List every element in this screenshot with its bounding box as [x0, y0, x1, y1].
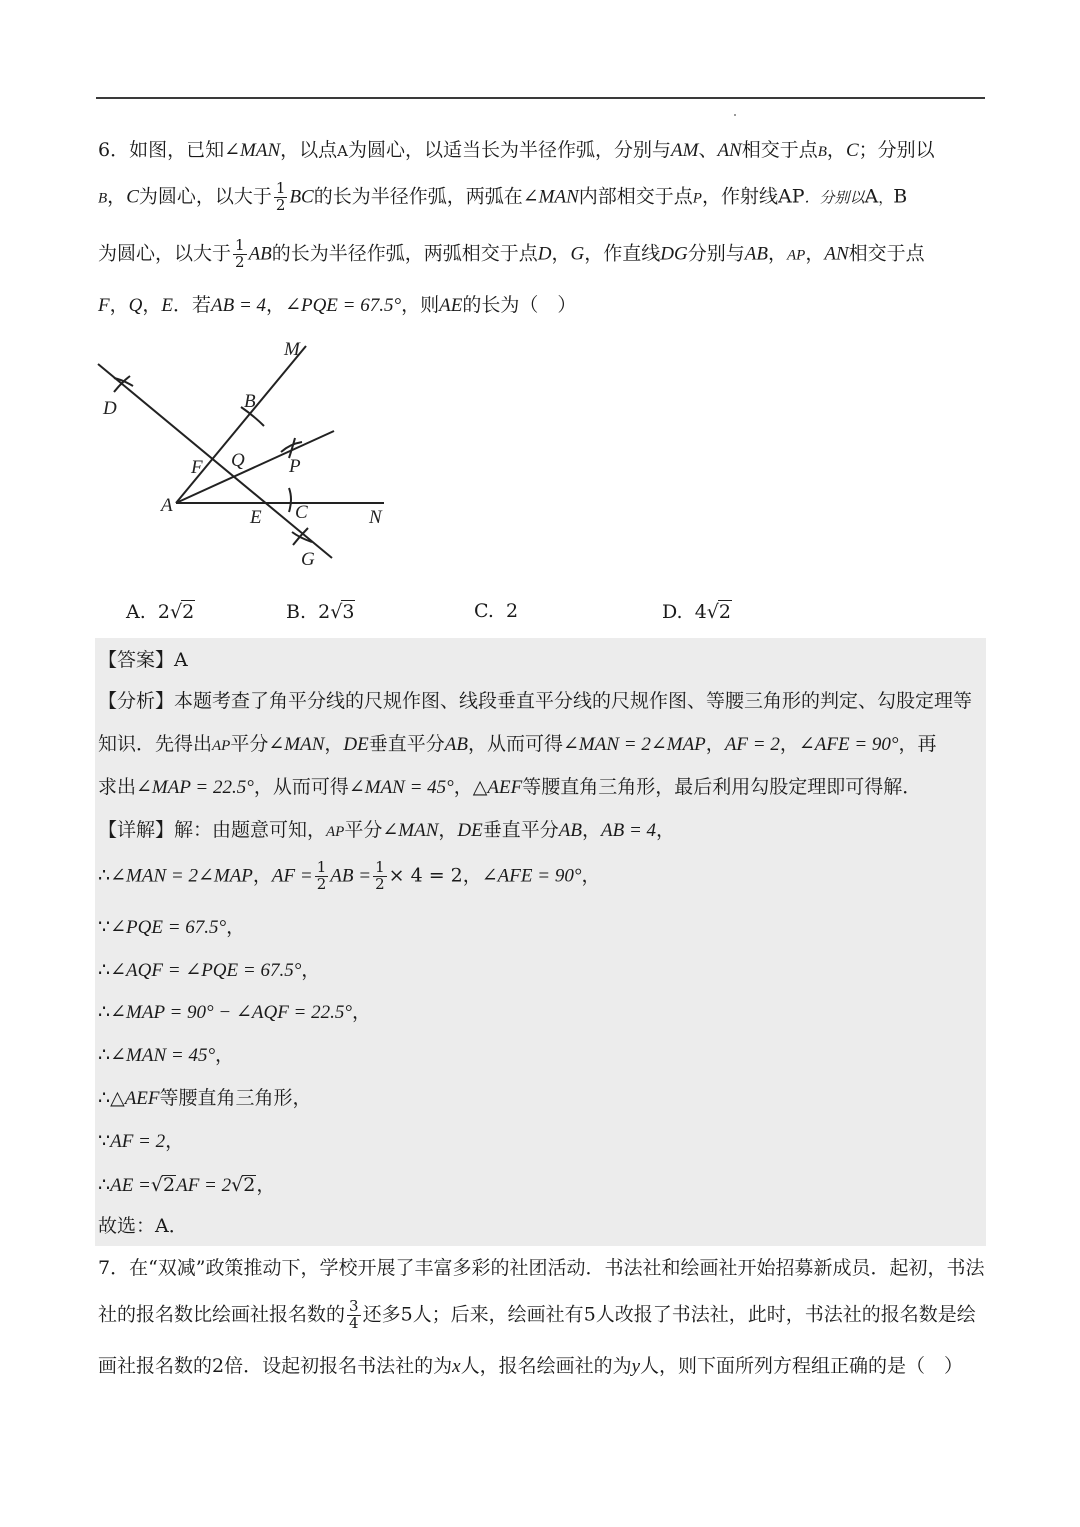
label-b: B: [244, 391, 256, 412]
fraction-three-quarters: $\frac{3}{4}$: [349, 1297, 359, 1332]
option-c[interactable]: C. 2: [474, 600, 519, 622]
label-m: M: [284, 339, 300, 360]
label-g: G: [301, 549, 315, 570]
label-f: F: [191, 457, 203, 478]
answer-options: [0, 600, 1080, 626]
label-n: N: [369, 507, 382, 528]
geometry-figure: [96, 332, 396, 577]
fraction-half: $\frac{1}{2}$: [275, 179, 286, 214]
arc-p-2: [289, 438, 295, 458]
arc-c: [289, 488, 291, 512]
construction-diagram: [96, 332, 396, 577]
q6-line-2: B，C为圆心，以大于 $\frac{1}{2}$ BC的长为半径作弧，两弧在∠MAN内部相交于点P，作射线AP．分别以A，B: [98, 179, 908, 214]
label-p: P: [289, 456, 301, 477]
analysis-line-2: 知识．先得出AP平分∠MAN，DE垂直平分AB，从而可得∠MAN = 2∠MAP，AF = 2，∠AFE = 90°，再: [98, 733, 937, 755]
option-a[interactable]: A. 2√2: [126, 601, 195, 623]
step-6: ∴△AEF等腰直角三角形，: [98, 1087, 312, 1109]
header-rule: [96, 97, 985, 99]
step-3: ∴∠AQF = ∠PQE = 67.5°，: [98, 959, 321, 981]
fraction-half: $\frac{1}{2}$: [235, 236, 245, 271]
label-a: A: [161, 495, 173, 516]
detail-line-1: 【详解】解：由题意可知，AP平分∠MAN，DE垂直平分AB，AB = 4，: [98, 819, 676, 841]
step-2: ∵∠PQE = 67.5°，: [98, 916, 246, 938]
analysis-line-1: 【分析】本题考查了角平分线的尺规作图、线段垂直平分线的尺规作图、等腰三角形的判定、勾股定理等: [98, 690, 973, 712]
option-b[interactable]: B. 2√3: [286, 601, 355, 623]
page-dot: [734, 114, 736, 116]
q7-line-1: 7．在“双减”政策推动下，学校开展了丰富多彩的社团活动．书法社和绘画社开始招募新成员．起初，书法: [98, 1257, 985, 1279]
q7-line-2: 社的报名数比绘画社报名数的 $\frac{3}{4}$ 还多5人；后来，绘画社有5人改报了书法社，此时，书法社的报名数是绘: [98, 1297, 976, 1332]
final-choice: 故选：A．: [98, 1215, 188, 1237]
label-q: Q: [231, 450, 245, 471]
analysis-line-3: 求出∠MAP = 22.5°，从而可得∠MAN = 45°，△AEF等腰直角三角形，最后利用勾股定理即可得解．: [98, 776, 922, 798]
answer-line: 【答案】A: [98, 649, 188, 671]
label-c: C: [295, 502, 308, 523]
solution-panel: [95, 638, 986, 1246]
fraction-half: $\frac{1}{2}$: [375, 858, 385, 893]
q6-line-1: 6．如图，已知∠MAN，以点A为圆心，以适当长为半径作弧，分别与AM、AN相交于点B，C；分别以: [98, 139, 935, 161]
step-8: ∴AE =√2AF = 2√2，: [98, 1174, 276, 1196]
step-4: ∴∠MAP = 90° − ∠AQF = 22.5°，: [98, 1001, 371, 1023]
step-1: ∴∠MAN = 2∠MAP，AF = $\frac{1}{2}$ AB = $\frac{1}{2}$ × 4 = 2，∠AFE = 90°，: [98, 858, 601, 893]
label-d: D: [103, 398, 117, 419]
option-d[interactable]: D. 4√2: [662, 601, 731, 623]
step-7: ∵AF = 2，: [98, 1130, 185, 1152]
q7-line-3: 画社报名数的2倍．设起初报名书法社的为x人，报名绘画社的为y人，则下面所列方程组正确的是（ ）: [98, 1355, 964, 1377]
label-e: E: [250, 507, 262, 528]
fraction-half: $\frac{1}{2}$: [316, 858, 327, 893]
q6-line-3: 为圆心，以大于 $\frac{1}{2}$ AB的长为半径作弧，两弧相交于点D，G，作直线DG分别与AB，AP，AN相交于点: [98, 236, 925, 271]
ray-am: [176, 346, 306, 503]
q6-line-4: F，Q，E．若AB = 4，∠PQE = 67.5°，则AE的长为（ ）: [98, 294, 577, 316]
step-5: ∴∠MAN = 45°，: [98, 1044, 235, 1066]
